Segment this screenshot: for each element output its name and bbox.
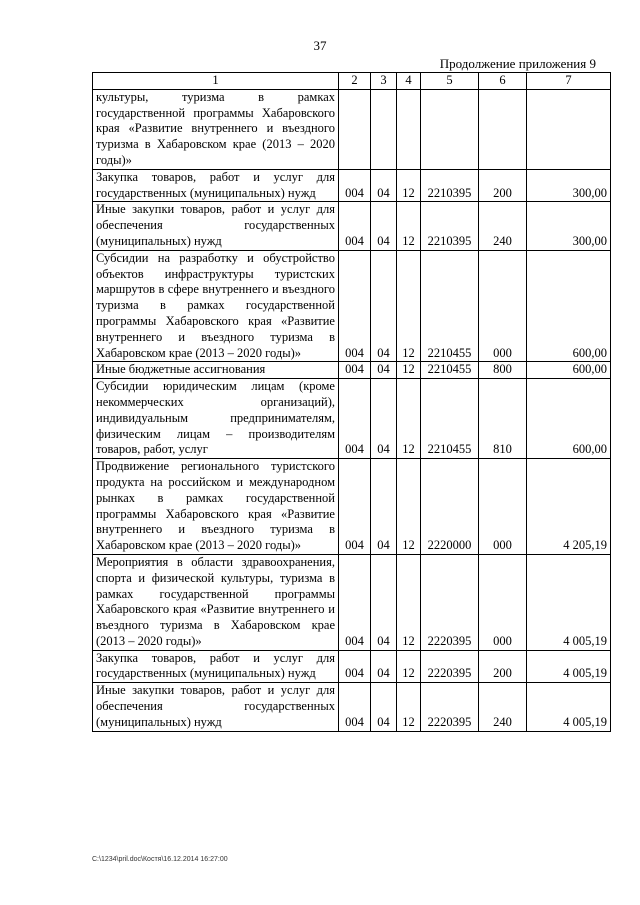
row-target-code: 2220395 (421, 683, 479, 731)
row-section-code: 04 (371, 650, 397, 683)
table-body (93, 89, 611, 731)
row-target-code: 2220395 (421, 650, 479, 683)
row-amount: 300,00 (527, 169, 611, 202)
row-target-code: 2210455 (421, 379, 479, 459)
continuation-label: Продолжение приложения 9 (439, 56, 596, 71)
row-ministry-code (339, 89, 371, 169)
table-row (93, 459, 611, 555)
file-path-footer: C:\1234\pril.doc\Костя\16.12.2014 16:27:00 (92, 856, 228, 863)
row-description: Мероприятия в области здравоохранения, спорта и физической культуры, туризма в рамках государственной программы Хабаровского края «Развитие внутреннего и въездного туризма в Хабаровском крае (2013 – 2020 годы)» (93, 554, 339, 650)
row-ministry-code: 004 (339, 554, 371, 650)
row-description: Субсидии на разработку и обустройство объектов инфраструктуры туристских маршрутов в сфере внутреннего и въездного туризма в рамках государственной программы Хабаровского края «Развитие внутреннего и въездного туризма в Хабаровском крае (2013 – 2020 годы)» (93, 250, 339, 362)
row-expense-type: 240 (479, 683, 527, 731)
row-ministry-code: 004 (339, 250, 371, 362)
row-amount: 600,00 (527, 379, 611, 459)
row-subsection-code: 12 (397, 379, 421, 459)
row-expense-type: 240 (479, 202, 527, 250)
column-header: 1 (93, 73, 339, 90)
row-subsection-code: 12 (397, 202, 421, 250)
row-subsection-code: 12 (397, 554, 421, 650)
row-expense-type (479, 89, 527, 169)
column-header: 3 (371, 73, 397, 90)
table-row (93, 202, 611, 250)
row-amount (527, 89, 611, 169)
row-ministry-code: 004 (339, 202, 371, 250)
row-subsection-code: 12 (397, 650, 421, 683)
row-description: Субсидии юридическим лицам (кроме некоммерческих организаций), индивидуальным предпринимателям, физическим лицам – производителям товаров, работ, услуг (93, 379, 339, 459)
row-subsection-code: 12 (397, 459, 421, 555)
table-row (93, 683, 611, 731)
row-description: Иные закупки товаров, работ и услуг для обеспечения государственных (муниципальных) нужд (93, 202, 339, 250)
row-description: Продвижение регионального туристского продукта на российском и международном рынках в рамках государственной программы Хабаровского края «Развитие внутреннего и въездного туризма в Хабаровском крае (2013 – 2020 годы)» (93, 459, 339, 555)
row-section-code: 04 (371, 554, 397, 650)
row-target-code: 2220000 (421, 459, 479, 555)
column-header: 2 (339, 73, 371, 90)
row-subsection-code (397, 89, 421, 169)
row-expense-type: 200 (479, 169, 527, 202)
row-ministry-code: 004 (339, 169, 371, 202)
row-amount: 600,00 (527, 362, 611, 379)
row-amount: 4 005,19 (527, 554, 611, 650)
row-description: Закупка товаров, работ и услуг для государственных (муниципальных) нужд (93, 169, 339, 202)
row-description: культуры, туризма в рамках государственной программы Хабаровского края «Развитие внутреннего и въездного туризма в Хабаровском крае (2013 – 2020 годы)» (93, 89, 339, 169)
row-subsection-code: 12 (397, 683, 421, 731)
row-section-code: 04 (371, 169, 397, 202)
row-expense-type: 000 (479, 250, 527, 362)
row-section-code (371, 89, 397, 169)
row-target-code: 2210395 (421, 169, 479, 202)
row-expense-type: 800 (479, 362, 527, 379)
row-amount: 300,00 (527, 202, 611, 250)
table-row (93, 379, 611, 459)
row-description: Иные закупки товаров, работ и услуг для обеспечения государственных (муниципальных) нужд (93, 683, 339, 731)
row-target-code: 2210395 (421, 202, 479, 250)
header-row (93, 73, 611, 90)
row-expense-type: 810 (479, 379, 527, 459)
row-target-code: 2210455 (421, 362, 479, 379)
row-ministry-code: 004 (339, 459, 371, 555)
row-description: Иные бюджетные ассигнования (93, 362, 339, 379)
row-ministry-code: 004 (339, 379, 371, 459)
row-target-code: 2220395 (421, 554, 479, 650)
page-number: 37 (313, 38, 327, 53)
row-target-code (421, 89, 479, 169)
row-subsection-code: 12 (397, 250, 421, 362)
table-row (93, 362, 611, 379)
table-row (93, 250, 611, 362)
column-header: 4 (397, 73, 421, 90)
table-row (93, 554, 611, 650)
row-amount: 600,00 (527, 250, 611, 362)
row-expense-type: 200 (479, 650, 527, 683)
row-ministry-code: 004 (339, 650, 371, 683)
column-header: 7 (527, 73, 611, 90)
row-amount: 4 005,19 (527, 650, 611, 683)
table-row (93, 650, 611, 683)
row-ministry-code: 004 (339, 683, 371, 731)
table-row (93, 169, 611, 202)
row-section-code: 04 (371, 379, 397, 459)
row-section-code: 04 (371, 250, 397, 362)
column-header: 5 (421, 73, 479, 90)
budget-table (92, 72, 611, 732)
row-section-code: 04 (371, 459, 397, 555)
row-expense-type: 000 (479, 554, 527, 650)
row-description: Закупка товаров, работ и услуг для государственных (муниципальных) нужд (93, 650, 339, 683)
row-section-code: 04 (371, 362, 397, 379)
table-row (93, 89, 611, 169)
row-amount: 4 005,19 (527, 683, 611, 731)
row-subsection-code: 12 (397, 169, 421, 202)
row-ministry-code: 004 (339, 362, 371, 379)
row-expense-type: 000 (479, 459, 527, 555)
row-section-code: 04 (371, 202, 397, 250)
row-section-code: 04 (371, 683, 397, 731)
row-target-code: 2210455 (421, 250, 479, 362)
row-amount: 4 205,19 (527, 459, 611, 555)
column-header: 6 (479, 73, 527, 90)
row-subsection-code: 12 (397, 362, 421, 379)
